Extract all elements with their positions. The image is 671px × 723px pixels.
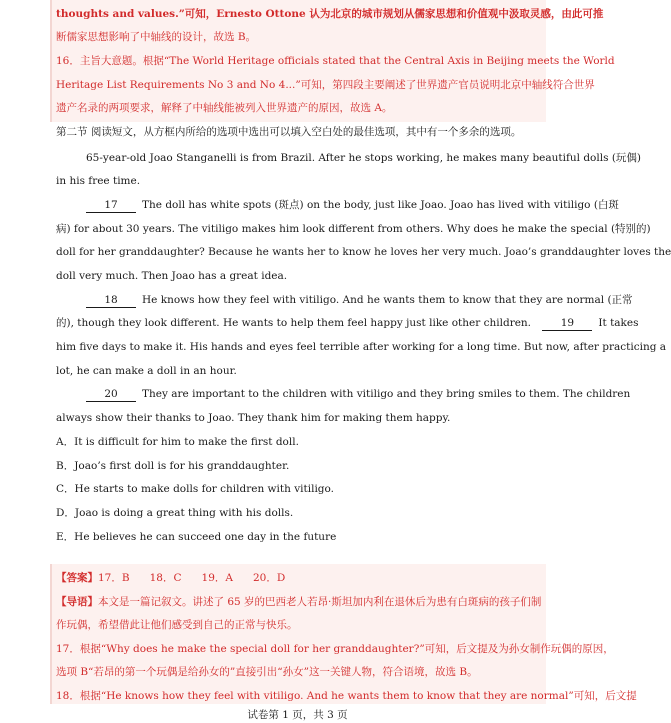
blank-17[interactable]: 17 — [86, 199, 136, 213]
guide-text: 本文是一篇记叙文。讲述了 65 岁的巴西老人若昂·斯坦加内利在退休后为患有白斑病的孩子们制 — [98, 596, 542, 608]
blank-20[interactable]: 20 — [86, 388, 136, 402]
answer-label: 【答案】 — [56, 572, 98, 584]
guide-label: 【导语】 — [56, 596, 98, 608]
option-e: E．He believes he can succeed one day in the future — [56, 531, 337, 543]
passage-line — [86, 292, 633, 308]
passage-line: doll very much. Then Joao has a great idea. — [56, 270, 288, 282]
option-c: C．He starts to make dolls for children with vitiligo. — [56, 483, 334, 495]
guide-line — [56, 594, 541, 610]
section-heading: 第二节 阅读短文，从方框内所给的选项中选出可以填入空白处的最佳选项，其中有一个多余的选项。 — [56, 126, 522, 138]
blank-18[interactable]: 18 — [86, 294, 136, 308]
blank-19[interactable]: 19 — [542, 317, 592, 331]
passage-line: him five days to make it. His hands and eyes feel terrible after working for a long time. But now, after practicing a — [56, 341, 667, 353]
answer-line — [56, 570, 285, 586]
option-a: A．It is difficult for him to make the first doll. — [56, 436, 299, 448]
passage-line: lot, he can make a doll in an hour. — [56, 365, 237, 377]
explanation-line: 断儒家思想影响了中轴线的设计，故选 B。 — [56, 31, 257, 43]
passage-line — [86, 386, 630, 402]
option-d: D．Joao is doing a great thing with his dolls. — [56, 507, 294, 519]
answer-values: 17．B 18．C 19．A 20．D — [98, 572, 286, 584]
explanation-line: 选项 B“若昂的第一个玩偶是给孙女的”直接引出“孙女”这一关键人物，符合语境，故选 B。 — [56, 666, 478, 678]
passage-text: He knows how they feel with vitiligo. And he wants them to know that they are normal (正常 — [142, 294, 633, 306]
explanation-line: Heritage List Requirements No 3 and No 4...”可知，第四段主要阐述了世界遗产官员说明北京中轴线符合世界 — [56, 79, 595, 91]
passage-text: The doll has white spots (斑点) on the body, just like Joao. Joao has lived with vitiligo (白斑 — [142, 199, 619, 211]
passage-line: 病) for about 30 years. The vitiligo makes him look different from others. Why does he make the special (特别的) — [56, 223, 651, 235]
passage-text: They are important to the children with vitiligo and they bring smiles to them. The children — [142, 388, 631, 400]
explanation-line: 17．根据“Why does he make the special doll for her granddaughter?”可知，后文提及为孙女制作玩偶的原因， — [56, 643, 614, 655]
passage-text: 的), though they look different. He wants to help them feel happy just like other children. — [56, 317, 532, 329]
option-b: B．Joao’s first doll is for his granddaughter. — [56, 460, 290, 472]
explanation-line: 16．主旨大意题。根据“The World Heritage officials stated that the Central Axis in Beijing meets the World — [56, 55, 615, 67]
guide-line: 作玩偶，希望借此让他们感受到自己的正常与快乐。 — [56, 619, 298, 631]
passage-line: doll for her granddaughter? Because he wants her to know he loves her very much. Joao’s granddaughter loves the — [56, 246, 671, 258]
explanation-line: 18．根据“He knows how they feel with vitiligo. And he wants them to know that they are normal”可知，后文提 — [56, 690, 637, 702]
explanation-line: thoughts and values.”可知，Ernesto Ottone 认为北京的城市规划从儒家思想和价值观中汲取灵感，由此可推 — [56, 8, 604, 20]
passage-line — [56, 315, 639, 331]
passage-line: 65-year-old Joao Stanganelli is from Brazil. After he stops working, he makes many beautiful dolls (玩偶) — [86, 152, 642, 164]
explanation-line: 遗产名录的两项要求，解释了中轴线能被列入世界遗产的原因，故选 A。 — [56, 102, 393, 114]
page-footer: 试卷第 1 页，共 3 页 — [247, 709, 348, 721]
passage-line — [86, 197, 619, 213]
passage-line: in his free time. — [56, 175, 141, 187]
passage-line: always show their thanks to Joao. They thank him for making them happy. — [56, 412, 451, 424]
passage-text: It takes — [598, 317, 639, 329]
